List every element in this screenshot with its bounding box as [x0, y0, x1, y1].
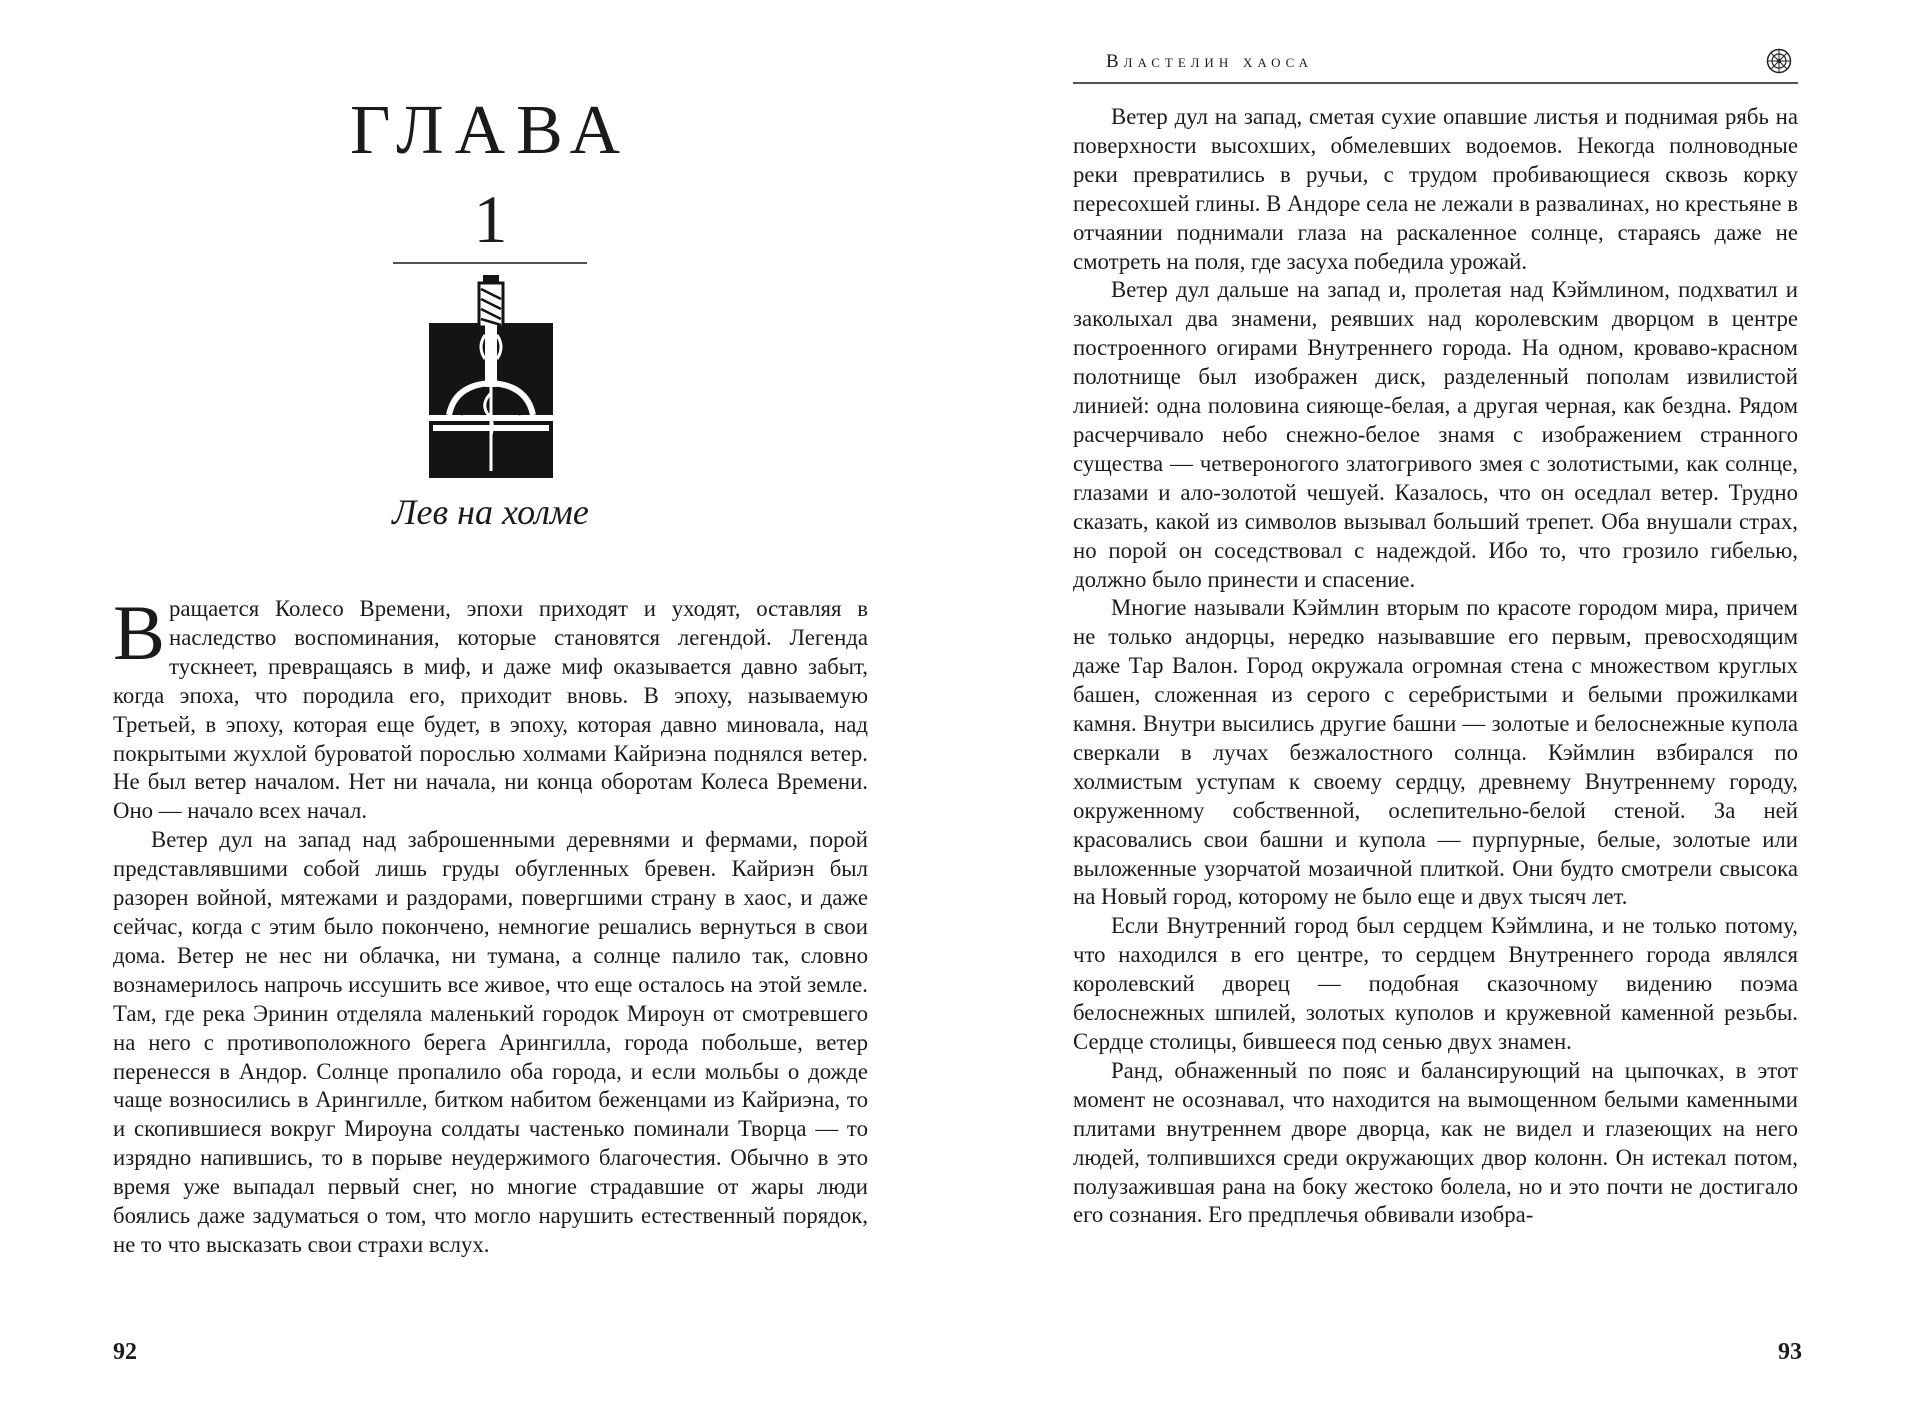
- page-number: 92: [113, 1339, 137, 1365]
- book-title: Властелин хаоса: [1106, 51, 1314, 72]
- paragraph: Многие называли Кэймлин вторым по красоте городом мира, причем не только андорцы, нередко называвшие его первым, превосходящим даже Тар Валон. Город окружала огромная стена с множеством круглых башен, сложенная из серого с серебристыми и белыми прожилками камня. Внутри высились другие башни — золотые и белоснежные купола сверкали в лучах безжалостного солнца. Кэймлин взбирался по холмистым уступам к своему сердцу, древнему Внутреннему городу, окруженному собственной, ослепительно-белой стеной. За ней красовались свои башни и купола — пурпурные, белые, золотые или выложенные узорчатой мозаичной плиткой. Они будто смотрели свысока на Новый город, которому не было еще и двух тысяч лет.: [1073, 595, 1798, 910]
- paragraph: Если Внутренний город был сердцем Кэймлина, и не только потому, что находился в его центре, то сердцем Внутреннего города являлся королевский дворец — подобная сказочному видению поэма белоснежных шпилей, золотых куполов и кружевной каменной резьбы. Сердце столицы, бившееся под сенью двух знамен.: [1073, 913, 1798, 1054]
- paragraph-text: ращается Колесо Времени, эпохи приходят и уходят, оставляя в наследство воспоминания, которые становятся легендой. Легенда тускнеет, превращаясь в миф, и даже миф оказывается давно забыт, когда эпоха, что породила его, приходит вновь. В эпоху, называемую Третьей, в эпоху, которая еще будет, в эпоху, которая давно миновала, над покрытыми жухлой буроватой порослью холмами Кайриэна поднялся ветер. Не был ветер началом. Нет ни начала, ни конца оборотам Колеса Времени. Оно — начало всех начал.: [113, 596, 868, 824]
- right-page: [960, 0, 1920, 1417]
- paragraph: Ранд, обнаженный по пояс и балансирующий на цыпочках, в этот момент не осознавал, что находится на вымощенном белыми каменными плитами внутреннем дворе дворца, как не видел и глазеющих на него людей, толпившихся среди окружающих двор колонн. Он истекал потом, полузажившая рана на боку жестоко болела, но и это почти не достигало его сознания. Его предплечья обвивали изобра-: [1073, 1057, 1798, 1228]
- chapter-label: ГЛАВА: [349, 92, 632, 169]
- wheel-ornament-icon: [1766, 48, 1792, 74]
- dragon-tower-emblem-icon: [425, 275, 557, 478]
- chapter-divider: [393, 262, 587, 264]
- paragraph: Ветер дул дальше на запад и, пролетая над Кэймлином, подхватил и заколыхал два знамени, реявших над королевским дворцом в центре построенного огирами Внутреннего города. На одном, кроваво-красном полотнище был изображен диск, разделенный пополам извилистой линией: одна половина сияюще-белая, а другая черная, как бездна. Рядом расчерчивало небо снежно-белое знамя с изображением странного существа — четвероногого златогривого змея с золотистыми, как солнце, глазами и ало-золотой чешуей. Казалось, что он оседлал ветер. Трудно сказать, какой из символов вызывал больший трепет. Оба внушали страх, но порой он соседствовал с надеждой. Ибо то, что грозило гибелью, должно было принести и спасение.: [1073, 277, 1798, 592]
- page-number: 93: [1778, 1339, 1802, 1365]
- paragraph: Ветер дул на запад, сметая сухие опавшие листья и поднимая рябь на поверхности высохших, обмелевших водоемов. Некогда полноводные реки превратились в ручьи, с трудом пробивающиеся сквозь корку пересохшей глины. В Андоре села не лежали в развалинах, но крестьяне в отчаянии поднимали глаза на раскаленное солнце, стараясь даже не смотреть на поля, где засуха победила урожай.: [1073, 104, 1798, 274]
- chapter-title: Лев на холме: [392, 492, 589, 532]
- right-body-text: [1073, 103, 1798, 1230]
- drop-cap: В: [113, 589, 166, 676]
- chapter-number: 1: [473, 181, 508, 257]
- running-head: [1073, 48, 1798, 84]
- paragraph: [113, 589, 868, 826]
- left-body-text: [113, 589, 868, 1260]
- paragraph: Ветер дул на запад над заброшенными деревнями и фермами, порой представлявшими собой лишь груды обугленных бревен. Кайриэн был разорен войной, мятежами и раздорами, повергшими страну в хаос, и даже сейчас, когда с этим было покончено, немногие решались вернуться в свои дома. Ветер не нес ни облачка, ни тумана, а солнце палило так, словно вознамерилось напрочь иссушить все живое, что еще осталось на этой земле. Там, где река Эринин отделяла маленький городок Мироун от смотревшего на него с противоположного берега Арингилла, города побольше, ветер перенесся в Андор. Солнце пропалило оба города, и если мольбы о дожде чаще возносились в Арингилле, битком набитом беженцами из Кайриэна, то и скопившиеся вокруг Мироуна солдаты частенько поминали Творца — то изрядно напившись, то в порыве неудержимого благочестия. Обычно в это время уже выпадал первый снег, но многие страдавшие от жары люди боялись даже задуматься о том, что могло нарушить естественный порядок, не то что высказать свои страхи вслух.: [113, 827, 868, 1257]
